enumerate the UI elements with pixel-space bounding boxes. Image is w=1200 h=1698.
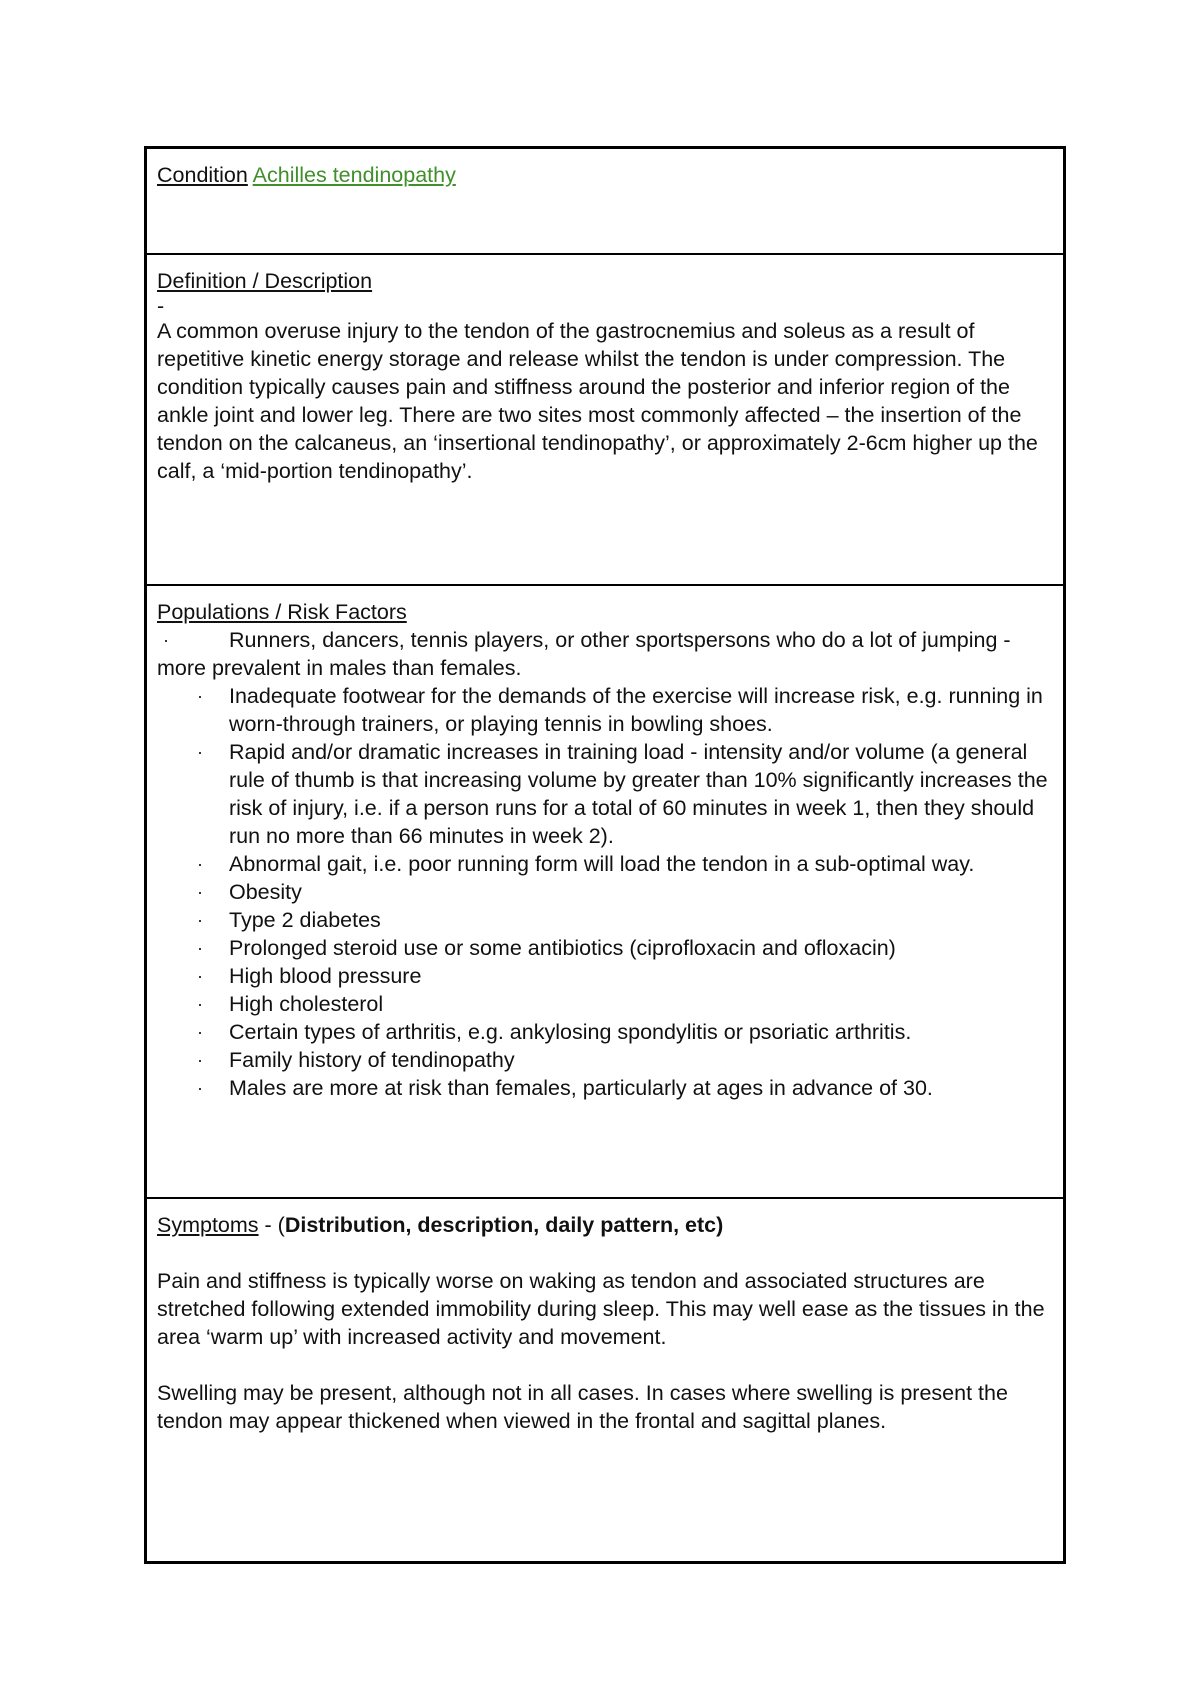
symptoms-paragraph-2: Swelling may be present, although not in all cases. In cases where swelling is present the tendon may appear thickened when viewed in the frontal and sagittal planes. <box>157 1381 1008 1433</box>
symptoms-cell <box>147 1199 1063 1561</box>
risk-item-text: Males are more at risk than females, particularly at ages in advance of 30. <box>229 1076 933 1100</box>
definition-cell <box>147 255 1063 586</box>
risk-item-text: Runners, dancers, tennis players, or other sportspersons who do a lot of jumping - more prevalent in males than females. <box>157 628 1011 680</box>
condition-label: Condition <box>157 163 248 187</box>
risk-item-text: Certain types of arthritis, e.g. ankylosing spondylitis or psoriatic arthritis. <box>229 1020 912 1044</box>
bullet-icon: · <box>197 686 203 706</box>
risk-item-text: Type 2 diabetes <box>229 908 381 932</box>
condition-link[interactable]: Achilles tendinopathy <box>252 163 456 187</box>
list-item <box>157 1018 1053 1046</box>
symptoms-heading-line <box>157 1211 1053 1239</box>
definition-dash: - <box>157 294 165 318</box>
list-item <box>157 878 1053 906</box>
list-item <box>157 682 1053 738</box>
bullet-icon: · <box>197 1050 203 1070</box>
bullet-icon: · <box>197 994 203 1014</box>
symptoms-separator: - ( <box>258 1213 285 1237</box>
populations-cell <box>147 586 1063 1199</box>
bullet-icon: · <box>197 966 203 986</box>
risk-item-text: High cholesterol <box>229 992 384 1016</box>
bullet-icon: · <box>197 1022 203 1042</box>
symptoms-heading: Symptoms <box>157 1213 259 1237</box>
list-item <box>157 990 1053 1018</box>
bullet-icon: · <box>197 882 203 902</box>
populations-heading: Populations / Risk Factors <box>157 600 407 624</box>
bullet-icon: · <box>197 938 203 958</box>
definition-text: A common overuse injury to the tendon of the gastrocnemius and soleus as a result of repetitive kinetic energy storage and release whilst the tendon is under compression. The condition typically causes pain and stiffness around the posterior and inferior region of the ankle joint and lower leg. There are two sites most commonly affected – the insertion of the tendon on the calcaneus, an ‘insertional tendinopathy’, or approximately 2-6cm higher up the calf, a ‘mid-portion tendinopathy’. <box>157 319 1038 483</box>
condition-form-table <box>144 146 1066 1564</box>
risk-item-text: Rapid and/or dramatic increases in training load - intensity and/or volume (a general rule of thumb is that increasing volume by greater than 10% significantly increases the risk of injury, i.e. if a person runs for a total of 60 minutes in week 1, then they should run no more than 66 minutes in week 2). <box>229 740 1048 848</box>
list-item <box>157 1074 1053 1102</box>
list-item <box>157 934 1053 962</box>
bullet-icon: · <box>197 854 203 874</box>
symptoms-paragraph-1: Pain and stiffness is typically worse on waking as tendon and associated structures are stretched following extended immobility during sleep. This may well ease as the tissues in the area ‘warm up’ with increased activity and movement. <box>157 1269 1045 1349</box>
bullet-icon: · <box>197 910 203 930</box>
symptoms-subheading: Distribution, description, daily pattern, etc) <box>284 1213 724 1237</box>
list-item <box>157 962 1053 990</box>
list-item <box>157 738 1053 850</box>
risk-item-text: High blood pressure <box>229 964 422 988</box>
list-item <box>157 1046 1053 1074</box>
definition-heading: Definition / Description <box>157 269 373 293</box>
bullet-icon: · <box>197 742 203 762</box>
risk-factor-list <box>157 682 1053 1102</box>
list-item <box>157 850 1053 878</box>
risk-item-first <box>157 626 1053 682</box>
condition-cell <box>147 149 1063 255</box>
bullet-icon: · <box>163 630 169 650</box>
risk-item-text: Abnormal gait, i.e. poor running form will load the tendon in a sub-optimal way. <box>229 852 975 876</box>
bullet-icon: · <box>197 1078 203 1098</box>
risk-item-text: Inadequate footwear for the demands of the exercise will increase risk, e.g. running in worn-through trainers, or playing tennis in bowling shoes. <box>229 684 1043 736</box>
risk-item-text: Prolonged steroid use or some antibiotics (ciprofloxacin and ofloxacin) <box>229 936 896 960</box>
list-item <box>157 906 1053 934</box>
risk-item-text: Family history of tendinopathy <box>229 1048 515 1072</box>
risk-item-text: Obesity <box>229 880 302 904</box>
